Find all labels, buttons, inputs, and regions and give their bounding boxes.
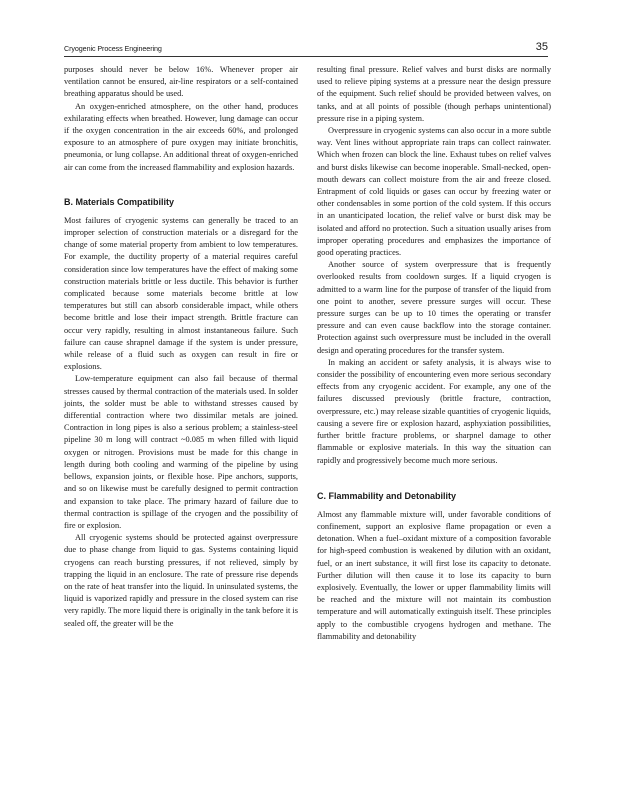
paragraph: Another source of system overpressure that is frequently overlooked results from cooldown surges. If a liquid cryogen is admitted to a warm line for the purpose of transfer of the liquid from one point to another, severe pressure surges will occur. These pressure surges can be up to 10 times the operating or transfer pressure and can even cause backflow into the storage container. Protection against such overpressure must be included in the overall design and operating procedures for the transfer system. — [317, 260, 551, 355]
paragraph: An oxygen-enriched atmosphere, on the other hand, produces exhilarating effects when breathed. However, lung damage can occur if the oxygen concentration in the air exceeds 60%, and prolonged exposure to an atmosphere of pure oxygen may initiate bronchitis, pneumonia, or lung collapse. An additional threat of oxygen-enriched air can come from the increased flammability and explosion hazards. — [64, 101, 298, 172]
running-head — [64, 42, 548, 56]
paragraph: Low-temperature equipment can also fail because of thermal stresses caused by thermal contraction of the materials used. In solder joints, the solder must be able to withstand stresses caused by differential contraction where two dissimilar metals are joined. Contraction in long pipes is also a serious problem; a stainless-steel pipeline 30 m long will contract ~0.085 m when filled with liquid oxygen or nitrogen. Provisions must be made for this change in length during both cooling and warming of the pipeline by using bellows, expansion joints, or flexible hose. Pipe anchors, supports, and so on likewise must be carefully designed to permit contraction and expansion to take place. The primary hazard of failure due to thermal contraction is spillage of the cryogen and the possibility of fire or explosion. — [64, 374, 298, 530]
paragraph: Most failures of cryogenic systems can generally be traced to an improper selection of construction materials or a disregard for the change of some material property from ambient to low temperatures. For example, the ductility property of a material requires careful consideration since low temperatures have the effect of making some construction materials brittle or less ductile. This behavior is further complicated because some materials become brittle at low temperatures but still can absorb considerable impact, while others become brittle and lose their impact strength. Brittle fracture can occur very rapidly, resulting in almost instantaneous failure. Such failure can cause shrapnel damage if the system is under pressure, while release of a fluid such as oxygen can result in fire or explosions. — [64, 215, 298, 372]
left-column — [64, 64, 298, 630]
paragraph: Overpressure in cryogenic systems can also occur in a more subtle way. Vent lines without appropriate rain traps can collect rainwater. Which when frozen can block the line. Exhaust tubes on relief valves and burst disks likewise can become inoperable. Small-necked, open-mouth dewars can collect moisture from the air and freeze closed. Entrapment of cold liquids or gases can occur by freezing water or other condensables in some portion of the cold system. If this occurs in an unanticipated location, the relief valve or burst disk may be isolated and afford no protection. Such a situation usually arises from improper operating procedures and emphasizes the importance of good operating practices. — [317, 126, 551, 258]
paragraph: In making an accident or safety analysis, it is always wise to consider the possibility of encountering even more serious secondary effects from any cryogenic accident. For example, any one of the failures discussed previously (brittle fracture, contraction, overpressure, etc.) may release sizable quantities of cryogenic liquids, causing a severe fire or explosion hazard, asphyxiation possibilities, further brittle fracture problems, or sharpnel damage to other flammable or explosive materials. In this way the situation can rapidly and progressively become much more serious. — [317, 357, 551, 465]
page-number: 35 — [535, 41, 548, 53]
running-title: Cryogenic Process Engineering — [64, 44, 162, 53]
paragraph: resulting final pressure. Relief valves and burst disks are normally used to relieve piping systems at a pressure near the design pressure of the equipment. Such relief should be provided between valves, on tanks, and at all points of possible (though perhaps unintentional) pressure rise in a piping system. — [317, 65, 551, 123]
paragraph: All cryogenic systems should be protected against overpressure due to phase change from liquid to gas. Systems containing liquid cryogens can reach bursting pressures, if not relieved, simply by trapping the liquid in an enclosure. The rate of pressure rise depends on the rate of heat transfer into the liquid. In uninsulated systems, the liquid is vaporized rapidly and pressure in the closed system can rise very rapidly. The more liquid there is originally in the tank before it is sealed off, the greater will be the — [64, 533, 298, 628]
paragraph: Almost any flammable mixture will, under favorable conditions of confinement, support an explosive flame propagation or even a detonation. When a fuel–oxidant mixture of a composition favorable for high-speed combustion is weakened by dilution with an oxidant, fuel, or an inert substance, it will first lose its capacity to detonate. Further dilution will then cause it to lose its capacity to burn explosively. Eventually, the lower or upper flammability limits will be reached and the mixture will not maintain its combustion temperature and will automatically extinguish itself. These principles apply to the combustible cryogens hydrogen and methane. The flammability and detonability — [317, 509, 551, 641]
section-heading-materials-compatibility: B. Materials Compatibility — [64, 196, 175, 207]
header-rule — [64, 56, 548, 57]
section-heading-flammability-detonability: C. Flammability and Detonability — [317, 490, 457, 501]
paragraph: purposes should never be below 16%. Whenever proper air ventilation cannot be ensured, air-line respirators or a self-contained breathing apparatus should be used. — [64, 65, 298, 99]
right-column — [317, 64, 551, 643]
